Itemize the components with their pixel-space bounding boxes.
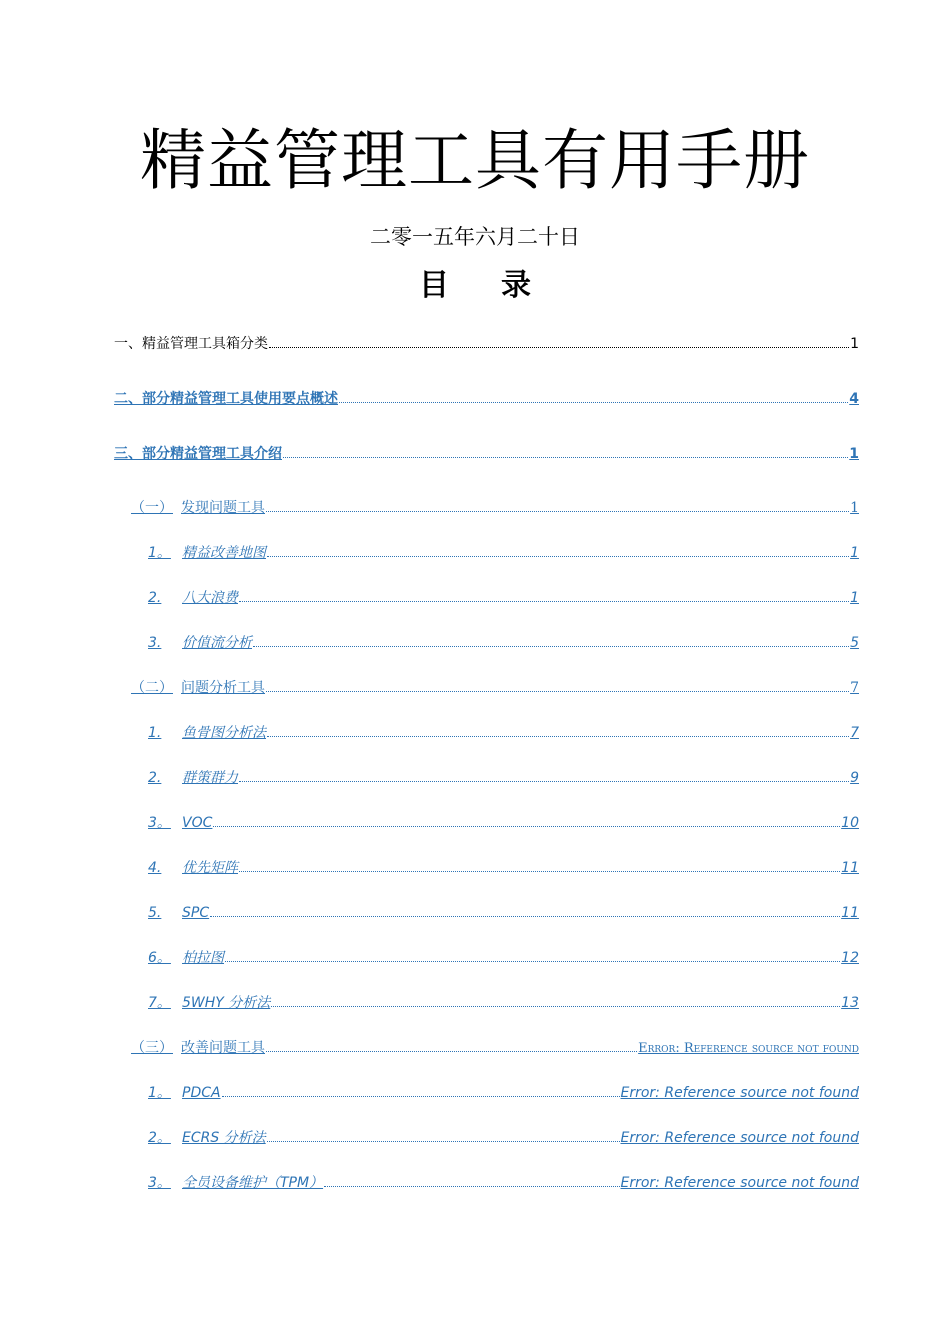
- toc-entry-5why[interactable]: [148, 993, 859, 1013]
- toc-entry-num: 1。: [148, 1085, 171, 1101]
- toc-entry-tpm[interactable]: [148, 1173, 859, 1193]
- toc-entry-num: 4.: [148, 860, 162, 876]
- toc-entry-page: 9: [850, 770, 859, 786]
- toc-entry-num: 1.: [148, 725, 162, 741]
- toc-entry-page-error: Error: Reference source not found: [620, 1085, 859, 1101]
- toc-entry-text: 二、部分精益管理工具使用要点概述: [114, 391, 338, 407]
- toc-entry-introduction[interactable]: [114, 444, 859, 464]
- toc-entry-page: 11: [841, 905, 859, 921]
- toc-entry-page: 1: [850, 336, 859, 352]
- toc-entry-pareto[interactable]: [148, 948, 859, 968]
- toc-entry-eight-wastes[interactable]: [148, 588, 859, 608]
- toc-entry-text: SPC: [182, 905, 210, 921]
- toc-entry-num: （二）: [131, 680, 173, 696]
- toc-entry-text: 全员设备维护（TPM）: [182, 1175, 324, 1191]
- toc-entry-page: 7: [850, 725, 859, 741]
- toc-entry-text: 改善问题工具: [181, 1040, 265, 1056]
- toc-entry-page: 5: [850, 635, 859, 651]
- toc-entry-value-stream[interactable]: [148, 633, 859, 653]
- toc-entry-text: 群策群力: [182, 770, 238, 786]
- toc-entry-page: 7: [850, 680, 859, 696]
- toc-entry-num: 7。: [148, 995, 171, 1011]
- toc-entry-analysis-tools[interactable]: [131, 678, 859, 698]
- toc-entry-page: 10: [841, 815, 859, 831]
- toc-entry-find-problems[interactable]: [131, 498, 859, 518]
- toc-entry-num: 2.: [148, 590, 162, 606]
- toc-entry-num: （一）: [131, 500, 173, 516]
- toc-entry-page-error: Error: Reference source not found: [638, 1041, 859, 1056]
- toc-entry-num: 3。: [148, 1175, 171, 1191]
- toc-entry-num: 2。: [148, 1130, 171, 1146]
- toc-entry-text: 优先矩阵: [182, 860, 238, 876]
- toc-entry-page: 1: [850, 500, 859, 516]
- toc-entry-pdca[interactable]: [148, 1083, 859, 1103]
- toc-entry-improvement-map[interactable]: [148, 543, 859, 563]
- toc-entry-text: 三、部分精益管理工具介绍: [114, 446, 282, 462]
- toc-entry-num: 1。: [148, 545, 171, 561]
- toc-entry-page: 13: [841, 995, 859, 1011]
- document-date: 二零一五年六月二十日: [370, 225, 580, 249]
- toc-entry-num: 6。: [148, 950, 171, 966]
- toc-entry-page: 12: [841, 950, 859, 966]
- toc-entry-page: 1: [850, 590, 859, 606]
- toc-entry-text: PDCA: [182, 1085, 221, 1101]
- toc-entry-brainstorm[interactable]: [148, 768, 859, 788]
- toc-entry-text: VOC: [182, 815, 213, 831]
- toc-entry-classification[interactable]: [114, 334, 859, 354]
- toc-entry-page: 1: [849, 446, 859, 462]
- toc-entry-num: 3.: [148, 635, 162, 651]
- toc-entry-text: 5WHY 分析法: [182, 995, 271, 1011]
- toc-entry-overview[interactable]: [114, 389, 859, 409]
- toc-heading-left: 目: [419, 268, 449, 303]
- toc-entry-fishbone[interactable]: [148, 723, 859, 743]
- toc-entry-improve-tools[interactable]: [131, 1038, 859, 1058]
- toc-entry-text: 精益改善地图: [182, 545, 266, 561]
- toc-entry-text: 价值流分析: [182, 635, 252, 651]
- toc-entry-priority-matrix[interactable]: [148, 858, 859, 878]
- toc-entry-page-error: Error: Reference source not found: [620, 1130, 859, 1146]
- toc-entry-spc[interactable]: [148, 903, 859, 923]
- toc-entry-num: 2.: [148, 770, 162, 786]
- toc-entry-text: 发现问题工具: [181, 500, 265, 516]
- toc-entry-text: ECRS 分析法: [182, 1130, 266, 1146]
- toc-heading-right: 录: [501, 268, 531, 303]
- toc-entry-num: （三）: [131, 1040, 173, 1056]
- toc-entry-page: 1: [850, 545, 859, 561]
- toc-entry-num: 5.: [148, 905, 162, 921]
- document-title: 精益管理工具有用手册: [140, 122, 810, 199]
- toc-entry-voc[interactable]: [148, 813, 859, 833]
- toc-entry-text: 八大浪费: [182, 590, 238, 606]
- toc-entry-page: 4: [849, 391, 859, 407]
- toc-entry-text: 鱼骨图分析法: [182, 725, 266, 741]
- toc-entry-num: 3。: [148, 815, 171, 831]
- toc-entry-page-error: Error: Reference source not found: [620, 1175, 859, 1191]
- toc-entry-text: 一、精益管理工具箱分类: [114, 336, 268, 352]
- toc-entry-text: 问题分析工具: [181, 680, 265, 696]
- toc-entry-text: 柏拉图: [182, 950, 224, 966]
- toc-entry-page: 11: [841, 860, 859, 876]
- toc-entry-ecrs[interactable]: [148, 1128, 859, 1148]
